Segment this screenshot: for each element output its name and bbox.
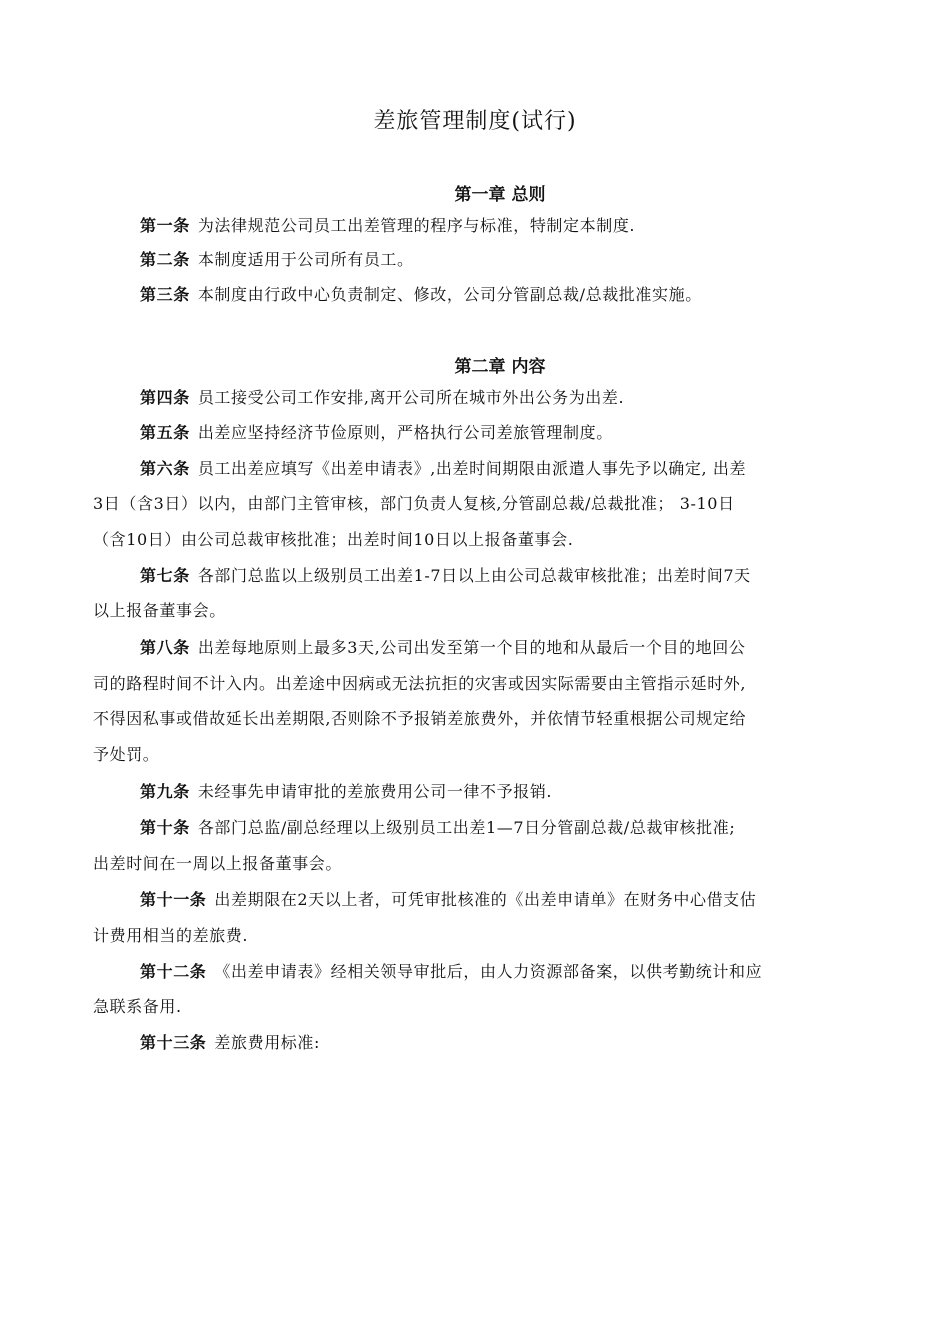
article-line xyxy=(140,216,862,236)
article-label: 第一条 xyxy=(140,216,190,235)
article-text: 员工接受公司工作安排,离开公司所在城市外出公务为出差. xyxy=(197,388,625,407)
article-text: 出差应坚持经济节俭原则，严格执行公司差旅管理制度。 xyxy=(197,423,613,442)
article-line: 计费用相当的差旅费. xyxy=(93,926,249,945)
article-label: 第八条 xyxy=(140,638,190,657)
article-line xyxy=(140,423,862,443)
article-text: 本制度由行政中心负责制定、修改，公司分管副总裁/总裁批准实施。 xyxy=(197,285,702,304)
article-line: （含10日）由公司总裁审核批准；出差时间10日以上报备董事会. xyxy=(93,530,574,549)
article-line xyxy=(140,818,862,838)
article-line xyxy=(140,1033,862,1053)
article-line: 出差时间在一周以上报备董事会。 xyxy=(93,854,343,873)
chapter-heading: 第二章 内容 xyxy=(454,357,546,377)
chapter-heading: 第一章 总则 xyxy=(454,185,546,205)
article-line: 3日（含3日）以内，由部门主管审核，部门负责人复核,分管副总裁/总裁批准； 3-10日 xyxy=(93,494,735,513)
article-line xyxy=(140,890,862,910)
article-label: 第十三条 xyxy=(140,1033,207,1052)
article-text: 各部门总监以上级别员工出差1-7日以上由公司总裁审核批准；出差时间7天 xyxy=(197,566,751,585)
article-text: 为法律规范公司员工出差管理的程序与标准，特制定本制度. xyxy=(197,216,636,235)
article-line xyxy=(140,962,862,982)
article-line: 予处罚。 xyxy=(93,745,160,764)
article-line xyxy=(140,638,862,658)
article-label: 第三条 xyxy=(140,285,190,304)
document-title: 差旅管理制度(试行) xyxy=(373,109,577,134)
article-text: 差旅费用标准: xyxy=(214,1033,320,1052)
article-line xyxy=(140,459,862,479)
article-line: 司的路程时间不计入内。出差途中因病或无法抗拒的灾害或因实际需要由主管指示延时外, xyxy=(93,674,747,693)
article-text: 员工出差应填写《出差申请表》,出差时间期限由派遣人事先予以确定, 出差 xyxy=(197,459,747,478)
article-line: 不得因私事或借故延长出差期限,否则除不予报销差旅费外，并依情节轻重根据公司规定给 xyxy=(93,709,747,728)
article-text: 《出差申请表》经相关领导审批后，由人力资源部备案，以供考勤统计和应 xyxy=(214,962,763,981)
article-line xyxy=(140,285,862,305)
article-text: 出差期限在2天以上者，可凭审批核准的《出差申请单》在财务中心借支估 xyxy=(214,890,757,909)
article-line xyxy=(140,566,862,586)
article-label: 第七条 xyxy=(140,566,190,585)
article-text: 各部门总监/副总经理以上级别员工出差1—7日分管副总裁/总裁审核批准; xyxy=(197,818,736,837)
article-text: 本制度适用于公司所有员工。 xyxy=(197,250,414,269)
article-text: 出差每地原则上最多3天,公司出发至第一个目的地和从最后一个目的地回公 xyxy=(197,638,746,657)
article-label: 第六条 xyxy=(140,459,190,478)
article-label: 第十条 xyxy=(140,818,190,837)
article-line xyxy=(140,388,862,408)
article-line: 以上报备董事会。 xyxy=(93,601,226,620)
article-line xyxy=(140,782,862,802)
article-text: 未经事先申请审批的差旅费用公司一律不予报销. xyxy=(197,782,553,801)
article-label: 第五条 xyxy=(140,423,190,442)
article-label: 第四条 xyxy=(140,388,190,407)
article-label: 第十二条 xyxy=(140,962,207,981)
article-label: 第十一条 xyxy=(140,890,207,909)
article-label: 第九条 xyxy=(140,782,190,801)
article-label: 第二条 xyxy=(140,250,190,269)
article-line: 急联系备用. xyxy=(93,997,182,1016)
article-line xyxy=(140,250,862,270)
